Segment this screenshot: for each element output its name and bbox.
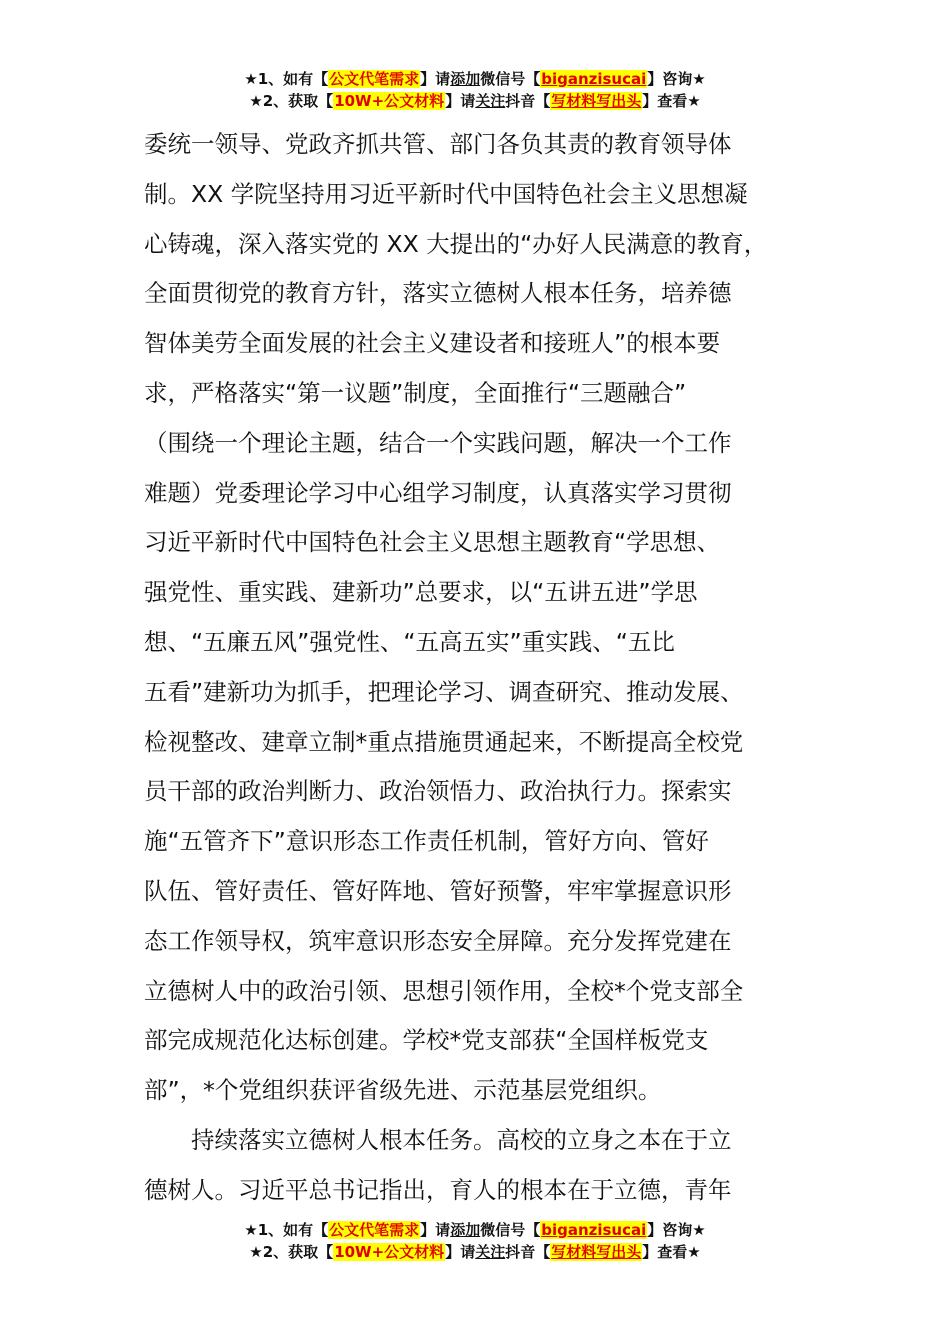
body-line: （围绕一个理论主题，结合一个实践问题，解决一个工作: [144, 428, 732, 457]
body-line: 施“五管齐下”意识形态工作责任机制，管好方向、管好: [144, 827, 709, 856]
document-body: [144, 120, 834, 1216]
body-line: 队伍、管好责任、管好阵地、管好预警，牢牢掌握意识形: [144, 876, 732, 905]
banner-line-2: ★2、获取【10W+公文材料】请关注抖音【写材料写出头】查看★: [249, 1243, 701, 1261]
body-line: 德树人。习近平总书记指出，育人的根本在于立德，青年: [144, 1175, 732, 1204]
body-line: 心铸魂，深入落实党的 XX 大提出的“办好人民满意的教育，: [144, 229, 768, 258]
body-line: 制。XX 学院坚持用习近平新时代中国特色社会主义思想凝: [144, 179, 748, 208]
body-line: 持续落实立德树人根本任务。高校的立身之本在于立: [144, 1125, 732, 1154]
body-line: 习近平新时代中国特色社会主义思想主题教育“学思想、: [144, 528, 721, 557]
highlight-service: 公文代笔需求: [329, 70, 420, 88]
highlight-douyin: 写材料写出头: [551, 92, 642, 110]
body-line: 想、“五廉五风”强党性、“五高五实”重实践、“五比: [144, 627, 675, 656]
header-banner: [0, 68, 950, 112]
highlight-wechat-id: biganzisucai: [541, 1221, 647, 1239]
highlight-materials: 10W+公文材料: [334, 92, 445, 110]
highlight-service: 公文代笔需求: [329, 1221, 420, 1239]
body-line: 态工作领导权，筑牢意识形态安全屏障。充分发挥党建在: [144, 926, 732, 955]
body-line: 难题）党委理论学习中心组学习制度，认真落实学习贯彻: [144, 478, 732, 507]
highlight-materials: 10W+公文材料: [334, 1243, 445, 1261]
body-line: 智体美劳全面发展的社会主义建设者和接班人”的根本要: [144, 329, 721, 358]
footer-banner: [0, 1219, 950, 1263]
body-line: 员干部的政治判断力、政治领悟力、政治执行力。探索实: [144, 777, 732, 806]
body-line: 求，严格落实“第一议题”制度，全面推行“三题融合”: [144, 378, 687, 407]
body-line: 检视整改、建章立制*重点措施贯通起来，不断提高全校党: [144, 727, 744, 756]
highlight-douyin: 写材料写出头: [551, 1243, 642, 1261]
body-line: 委统一领导、党政齐抓共管、部门各负其责的教育领导体: [144, 130, 732, 158]
banner-line-2: ★2、获取【10W+公文材料】请关注抖音【写材料写出头】查看★: [249, 92, 701, 110]
body-line: 部”，*个党组织获评省级先进、示范基层党组织。: [144, 1076, 662, 1105]
body-line: 部完成规范化达标创建。学校*党支部获“全国样板党支: [144, 1026, 709, 1055]
body-line: 全面贯彻党的教育方针，落实立德树人根本任务，培养德: [144, 279, 732, 308]
banner-line-1: ★1、如有【公文代笔需求】请添加微信号【biganzisucai】咨询★: [244, 70, 706, 88]
banner-line-1: ★1、如有【公文代笔需求】请添加微信号【biganzisucai】咨询★: [244, 1221, 706, 1239]
body-line: 五看”建新功为抓手，把理论学习、调查研究、推动发展、: [144, 677, 744, 706]
body-line: 立德树人中的政治引领、思想引领作用，全校*个党支部全: [144, 976, 744, 1005]
highlight-wechat-id: biganzisucai: [541, 70, 647, 88]
body-line: 强党性、重实践、建新功”总要求，以“五讲五进”学思: [144, 578, 698, 607]
